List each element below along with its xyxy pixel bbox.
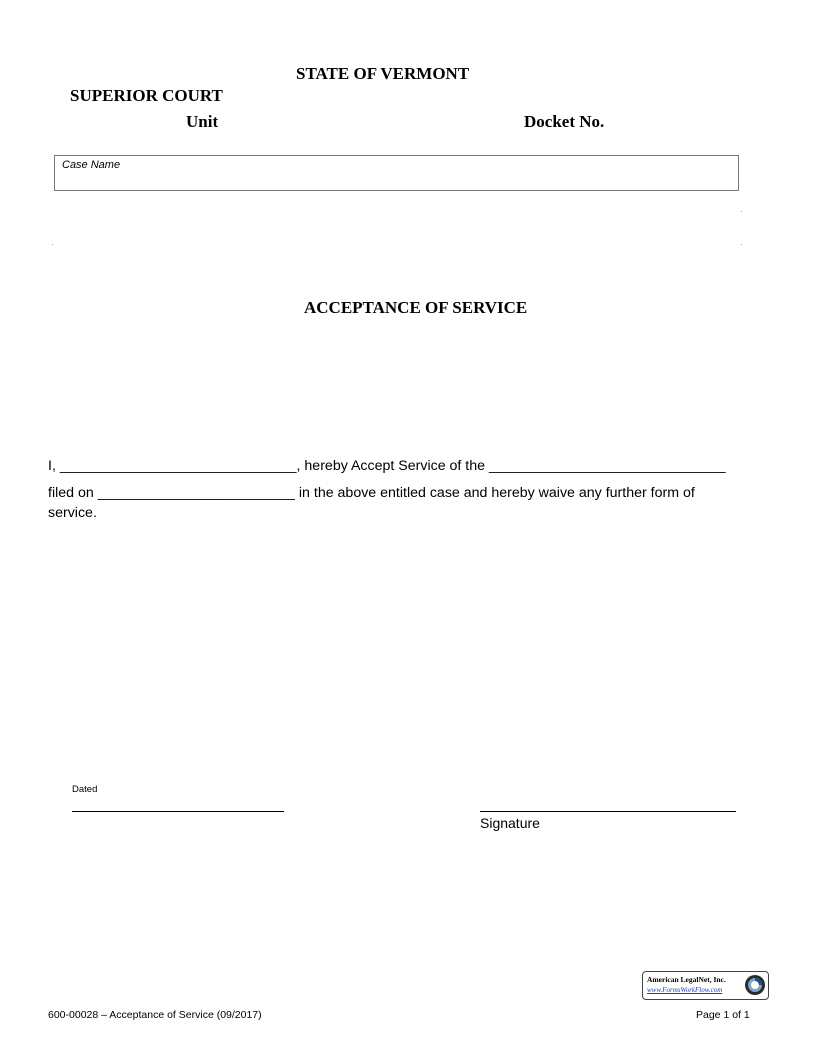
document-title: ACCEPTANCE OF SERVICE xyxy=(304,298,528,317)
docket-label: Docket No. xyxy=(524,112,605,131)
signature-line[interactable] xyxy=(480,811,736,812)
footer-page-number: Page 1 of 1 xyxy=(696,1009,750,1021)
acceptance-line-2: filed on _________________________ in the above entitled case and hereby waive any further form of xyxy=(48,485,695,501)
badge-url-link[interactable]: www.FormsWorkFlow.com xyxy=(647,986,723,994)
acceptance-line-1: I, ______________________________, hereby Accept Service of the ______________________________ xyxy=(48,458,726,474)
formsworkflow-logo-icon xyxy=(744,974,766,996)
case-name-label: Case Name xyxy=(62,159,121,171)
dated-line[interactable] xyxy=(72,811,284,812)
footer-form-id: 600-00028 – Acceptance of Service (09/2017) xyxy=(48,1009,262,1021)
dated-label: Dated xyxy=(72,784,98,795)
case-name-field[interactable] xyxy=(54,155,739,191)
american-legalnet-badge[interactable] xyxy=(642,971,769,1000)
decorative-dot xyxy=(52,244,53,245)
decorative-dot xyxy=(741,211,742,212)
unit-label: Unit xyxy=(186,112,219,131)
decorative-dot xyxy=(741,244,742,245)
court-heading: SUPERIOR COURT xyxy=(70,86,223,105)
acceptance-line-3: service. xyxy=(48,505,97,521)
badge-company-name: American LegalNet, Inc. xyxy=(647,975,726,984)
signature-label: Signature xyxy=(480,815,540,831)
state-heading: STATE OF VERMONT xyxy=(296,64,470,83)
